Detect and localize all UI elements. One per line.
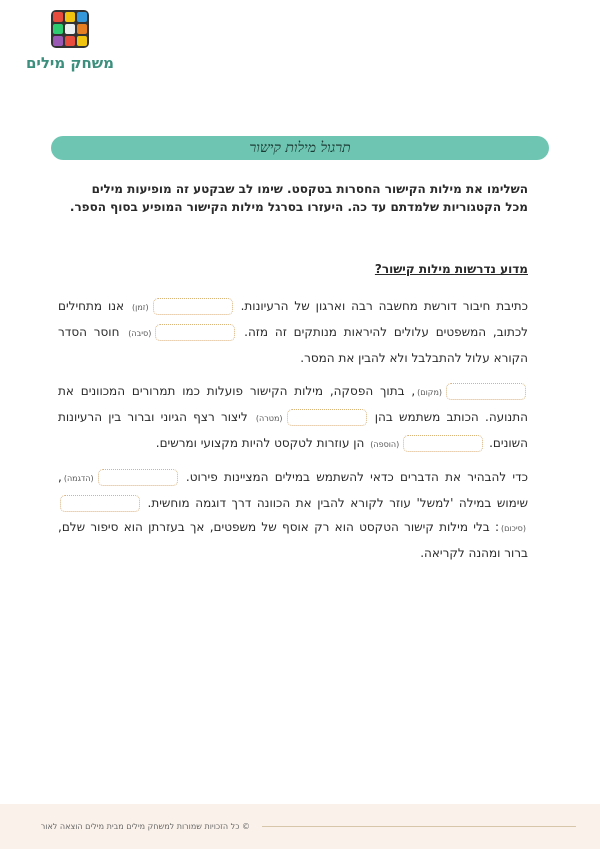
title-banner: [51, 136, 549, 160]
blank-input[interactable]: [403, 435, 483, 452]
blank-input[interactable]: [98, 469, 178, 486]
paragraph-3: [58, 465, 528, 565]
blank-input[interactable]: [155, 324, 235, 341]
rubiks-cube-icon: [51, 10, 89, 48]
subheading: מדוע נדרשות מילות קישור?: [374, 262, 528, 276]
brand-name: משחק מילים: [25, 54, 114, 72]
hint-label: (מטרה): [255, 414, 283, 423]
hint-label: (סיבה): [128, 329, 152, 338]
text-segment: חוסר הסדר הקורא עלול להתבלבל ולא להבין את המסר.: [58, 325, 528, 365]
text-segment: : בלי מילות קישור הטקסט הוא רק אוסף של משפטים, אך בעזרתן הוא סיפור שלם, ברור ומהנה לקריאה.: [58, 520, 528, 560]
copyright: © כל הזכויות שמורות למשחק מילים מבית מילים הוצאה לאור: [40, 822, 250, 831]
paragraph-1: [58, 294, 528, 370]
logo: [18, 10, 122, 72]
footer-divider: [262, 826, 576, 827]
blank-input[interactable]: [446, 383, 526, 400]
hint-label: (סיכום): [501, 524, 526, 533]
hint-label: (מקום): [417, 388, 442, 397]
hint-label: (הדגמה): [63, 474, 94, 483]
hint-label: (הוספה): [370, 440, 400, 449]
footer: [0, 804, 600, 849]
blank-input[interactable]: [60, 495, 140, 512]
blank-input[interactable]: [287, 409, 367, 426]
text-segment: כדי להבהיר את הדברים כדאי להשתמש במילים המציינות פירוט.: [185, 470, 528, 484]
paragraph-2: [58, 379, 528, 457]
text-segment: , שימוש במילה 'למשל' עוזר לקורא להבין את הכוונה דרך דוגמה מוחשית.: [58, 470, 528, 510]
text-segment: הן עוזרות לטקסט להיות מקצועי ומרשים.: [155, 436, 365, 450]
hint-label: (זמן): [132, 303, 149, 312]
blank-input[interactable]: [153, 298, 233, 315]
instructions: השלימו את מילות הקישור החסרות בטקסט. שימו לב שבקטע זה מופיעות מילים מכל הקטגוריות שלמדתם עד כה. היעזרו בסרגל מילות הקישור המופיע בסוף הספר.: [69, 182, 528, 214]
page-title: תרגול מילות קישור: [249, 139, 351, 156]
text-segment: ליצור רצף הגיוני וברור בין הרעיונות השונים.: [58, 410, 528, 450]
text-segment: כתיבת חיבור דורשת מחשבה רבה וארגון של הרעיונות.: [240, 299, 528, 313]
text-segment: , בתוך הפסקה, מילות הקישור פועלות כמו תמרורים המכוונים את התנועה. הכותב משתמש בהן: [58, 384, 528, 424]
text-segment: אנו מתחילים לכתוב, המשפטים עלולים להיראות מנותקים זה מזה.: [58, 299, 528, 339]
